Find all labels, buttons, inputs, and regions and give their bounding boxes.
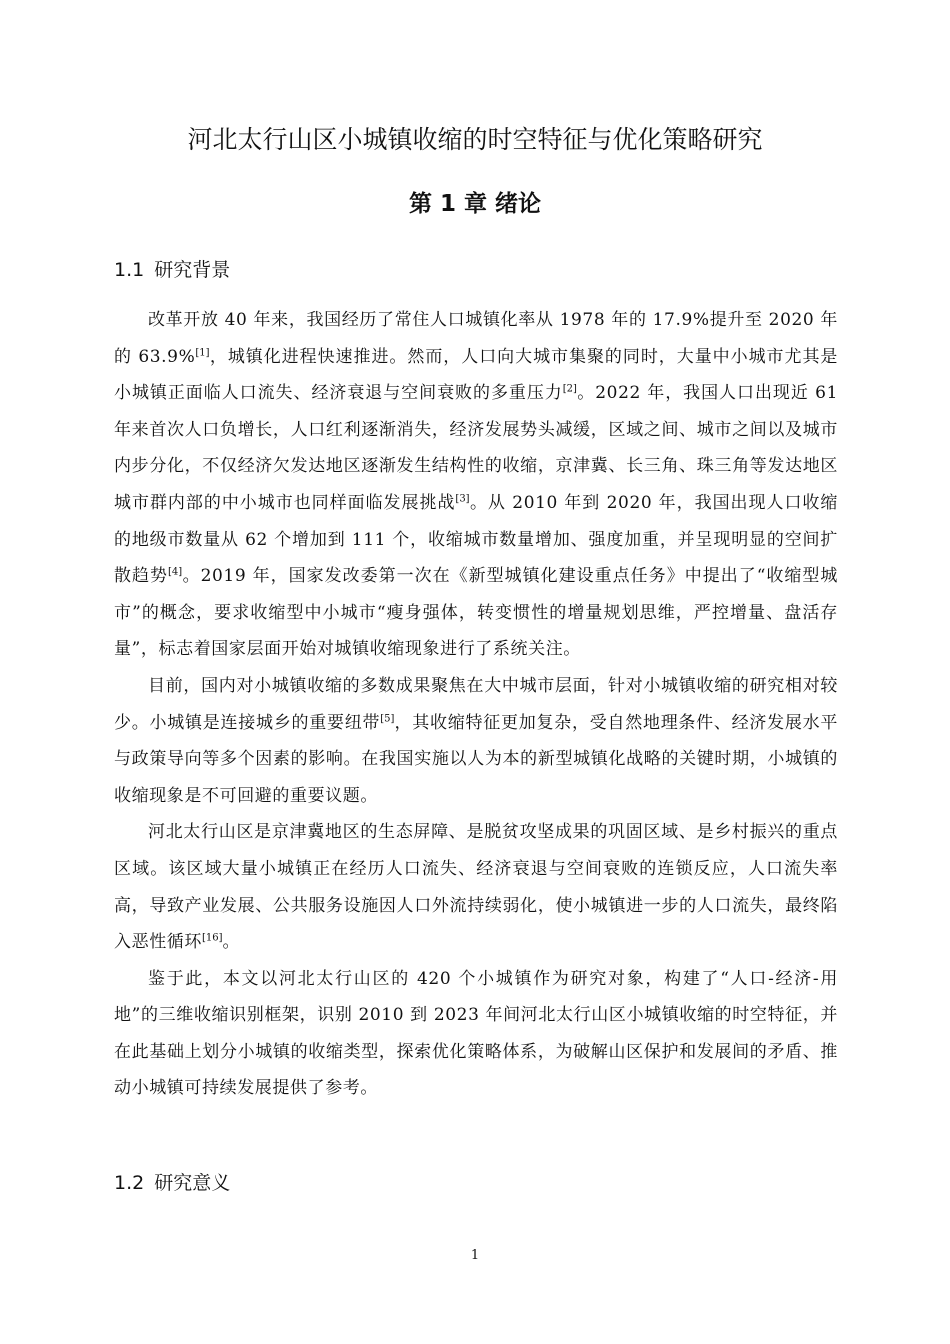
section-title: 研究意义	[154, 1172, 231, 1194]
body-paragraph	[114, 668, 838, 814]
paragraph-text: ，其收缩特征更加复杂，受自然地理条件、经济发展水平与政策导向等多个因素的影响。在我国实施以人为本的新型城镇化战略的关键时期，小城镇的收缩现象是不可回避的重要议题。	[114, 712, 839, 806]
citation-marker: [1]	[195, 346, 210, 358]
body-paragraph	[114, 961, 838, 1107]
document-title: 河北太行山区小城镇收缩的时空特征与优化策略研究	[187, 125, 763, 154]
citation-marker: [4]	[168, 566, 183, 578]
section-number: 1.2	[114, 1172, 145, 1194]
section-body	[114, 302, 838, 1107]
paragraph-text: 。2022 年，我国人口出现近 61 年来首次人口负增长，人口红利逐渐消失，经济发展势头减缓，区域之间、城市之间以及城市内步分化，不仅经济欠发达地区逐渐发生结构性的收缩，京津冀、长三角、珠三角等发达地区城市群内部的中小城市也同样面临发展挑战	[114, 383, 838, 513]
section-heading-1-1	[114, 255, 230, 285]
paragraph-text: 。从 2010 年到 2020 年，我国出现人口收缩的地级市数量从 62 个增加到 111 个，收缩城市数量增加、强度加重，并呈现明显的空间扩散趋势	[114, 492, 838, 587]
paragraph-text: 河北太行山区是京津冀地区的生态屏障、是脱贫攻坚成果的巩固区域、是乡村振兴的重点区域。该区域大量小城镇正在经历人口流失、经济衰退与空间衰败的连锁反应，人口流失率高，导致产业发展、公共服务设施因人口外流持续弱化，使小城镇进一步的人口流失，最终陷入恶性循环	[114, 822, 838, 953]
body-paragraph	[114, 814, 838, 960]
paragraph-text: ，城镇化进程快速推进。然而，人口向大城市集聚的同时，大量中小城市尤其是小城镇正面临人口流失、经济衰退与空间衰败的多重压力	[114, 346, 839, 404]
citation-marker: [2]	[562, 383, 577, 395]
body-paragraph	[114, 302, 838, 668]
citation-marker: [3]	[455, 493, 470, 505]
citation-marker: [5]	[380, 712, 395, 724]
paragraph-text: 改革开放 40 年来，我国经历了常住人口城镇化率从 1978 年的 17.9%提升至 2020 年的 63.9%	[114, 310, 838, 367]
section-title: 研究背景	[154, 259, 231, 281]
paragraph-text: 。2019 年，国家发改委第一次在《新型城镇化建设重点任务》中提出了“收缩型城市”的概念，要求收缩型中小城市“瘦身强体，转变惯性的增量规划思维，严控增量、盘活存量”，标志着国家层面开始对城镇收缩现象进行了系统关注。	[114, 566, 838, 660]
page-number: 1	[470, 1248, 480, 1263]
paragraph-text: 鉴于此，本文以河北太行山区的 420 个小城镇作为研究对象，构建了“人口-经济-用地”的三维收缩识别框架，识别 2010 到 2023 年间河北太行山区小城镇收缩的时空特征，并在此基础上划分小城镇的收缩类型，探索优化策略体系，为破解山区保护和发展间的矛盾、推动小城镇可持续发展提供了参考。	[114, 968, 838, 1099]
section-number: 1.1	[114, 259, 145, 281]
citation-marker: [16]	[202, 932, 223, 944]
chapter-title: 第 1 章 绪论	[408, 191, 542, 217]
paragraph-text: 目前，国内对小城镇收缩的多数成果聚焦在大中城市层面，针对小城镇收缩的研究相对较少。小城镇是连接城乡的重要纽带	[114, 675, 838, 733]
paragraph-text: 。	[222, 932, 241, 953]
section-heading-1-2	[114, 1168, 230, 1198]
